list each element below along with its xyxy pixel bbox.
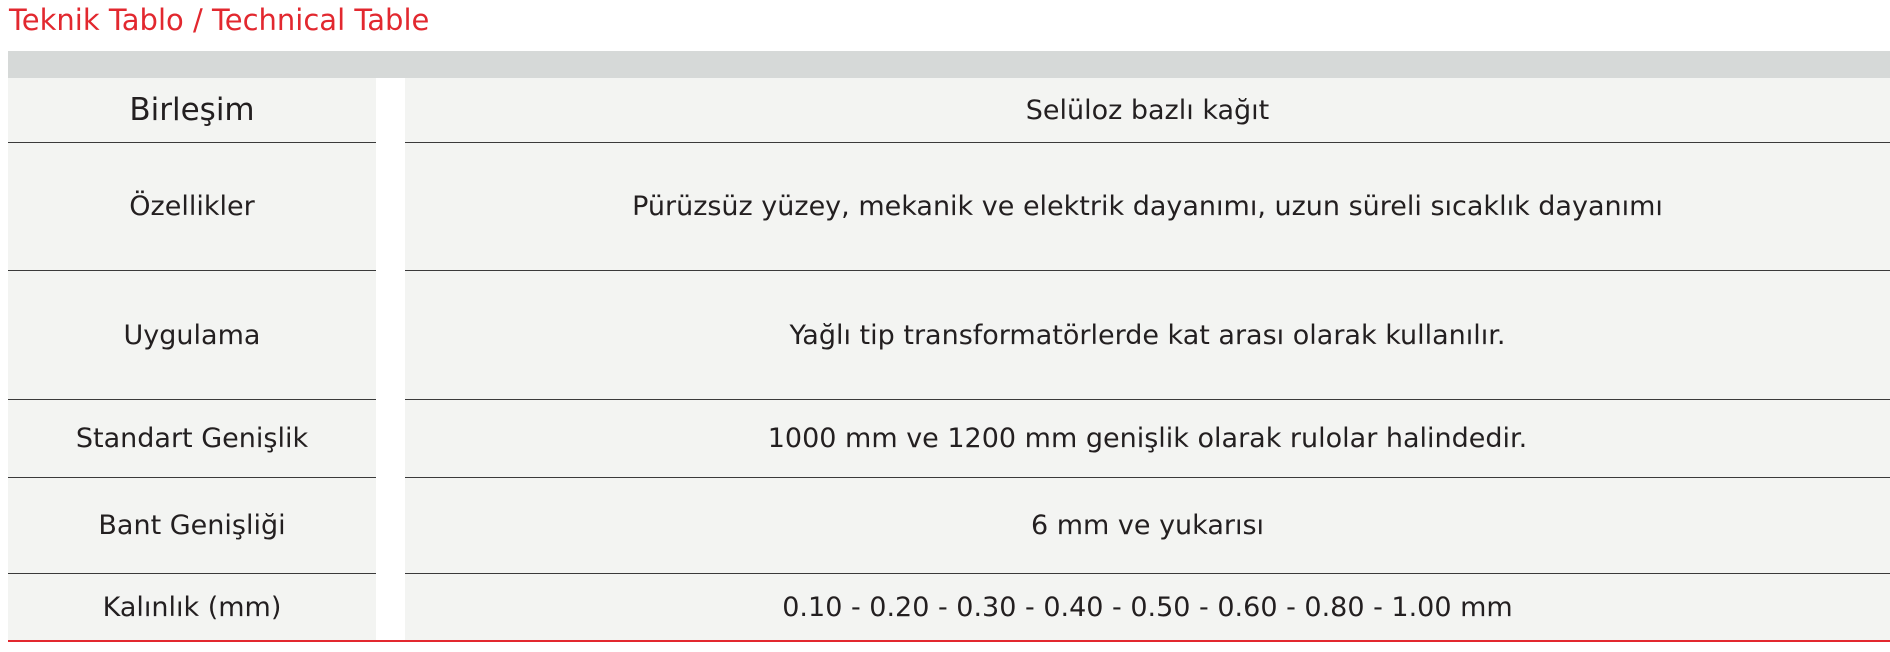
table-row [8, 574, 1890, 640]
table-row [8, 400, 1890, 478]
row-label: Standart Genişlik [8, 400, 376, 478]
row-label: Kalınlık (mm) [8, 574, 376, 640]
page-title: Teknik Tablo / Technical Table [9, 3, 430, 37]
row-label: Birleşim [8, 78, 376, 143]
table-header-band [8, 51, 1890, 78]
technical-table [8, 78, 1890, 642]
row-value: 0.10 - 0.20 - 0.30 - 0.40 - 0.50 - 0.60 - 0.80 - 1.00 mm [405, 574, 1890, 640]
table-row [8, 143, 1890, 271]
row-value: Selüloz bazlı kağıt [405, 78, 1890, 143]
table-row [8, 271, 1890, 400]
row-value: Pürüzsüz yüzey, mekanik ve elektrik dayanımı, uzun süreli sıcaklık dayanımı [405, 143, 1890, 271]
row-label: Bant Genişliği [8, 478, 376, 574]
table-bottom-rule [8, 640, 1890, 642]
row-value: 1000 mm ve 1200 mm genişlik olarak rulolar halindedir. [405, 400, 1890, 478]
row-value: 6 mm ve yukarısı [405, 478, 1890, 574]
row-label: Özellikler [8, 143, 376, 271]
row-label: Uygulama [8, 271, 376, 400]
row-value: Yağlı tip transformatörlerde kat arası olarak kullanılır. [405, 271, 1890, 400]
table-row [8, 78, 1890, 143]
table-row [8, 478, 1890, 574]
